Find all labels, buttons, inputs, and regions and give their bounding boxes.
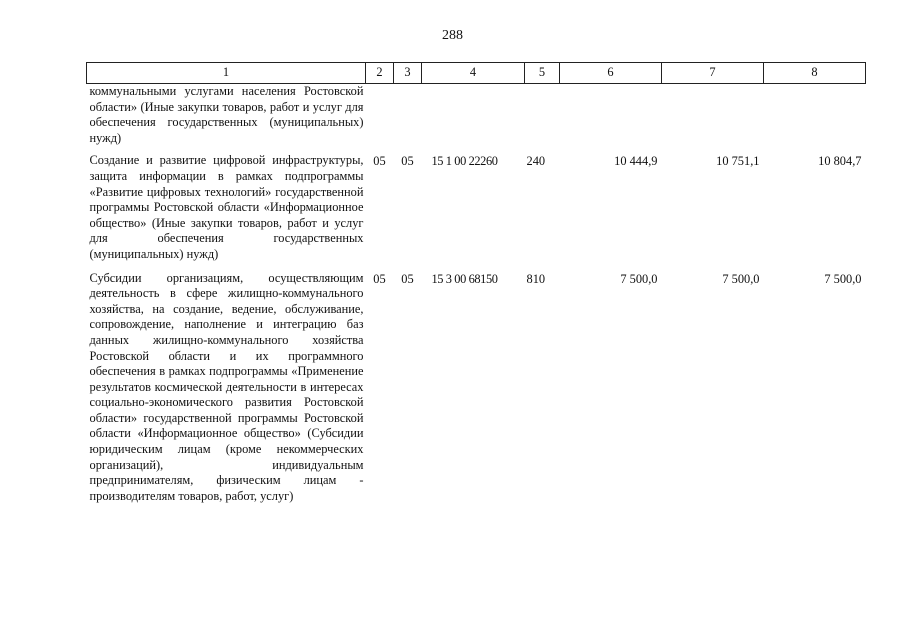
row-amount-year-2 — [662, 84, 764, 154]
row-amount-year-1: 7 500,0 — [620, 271, 658, 286]
header-col-2: 2 — [366, 63, 394, 84]
row-target-article: 15 3 00 68150 — [431, 271, 498, 286]
row-expense-type: 810 — [526, 271, 546, 286]
row-expense-type: 240 — [526, 154, 546, 169]
row-amount-year-3: 7 500,0 — [824, 271, 862, 286]
header-col-6: 6 — [560, 63, 662, 84]
row-description: коммунальными услугами населения Ростовской области» (Иные закупки товаров, работ и услуг для обеспечения государственных (муниципальных) нужд) — [89, 84, 364, 145]
row-subsection — [394, 84, 422, 154]
page-number: 288 — [442, 28, 463, 43]
row-amount-year-2: 10 751,1 — [716, 154, 760, 169]
table-row — [87, 153, 866, 270]
row-expense-type — [525, 84, 560, 154]
row-amount-year-1 — [560, 84, 662, 154]
row-target-article — [422, 84, 525, 154]
row-description: Субсидии организациям, осуществляющим деятельность в сфере жилищно-коммунального хозяйства, на создание, ведение, обслуживание, сопровождение, наполнение и интеграцию баз данных жилищно-коммунального хозяйства Ростовской области и их программного обеспечения в рамках подпрограммы «Применение результатов космической деятельности в интересах социально-экономического развития Ростовской области» государственной программы Ростовской области «Информационное общество» (Субсидии юридическим лицам (кроме некоммерческих организаций), индивидуальным предпринимателям, физическим лицам - производителям товаров, работ, услуг) — [89, 270, 364, 503]
row-amount-year-3 — [764, 84, 866, 154]
row-amount-year-1: 10 444,9 — [614, 154, 658, 169]
budget-table — [86, 62, 866, 504]
row-section: 05 — [373, 154, 386, 169]
table-row — [87, 84, 866, 154]
row-subsection: 05 — [401, 271, 414, 286]
header-col-3: 3 — [394, 63, 422, 84]
header-col-8: 8 — [764, 63, 866, 84]
row-section — [366, 84, 394, 154]
table-row — [87, 271, 866, 505]
header-col-1: 1 — [87, 63, 366, 84]
row-description: Создание и развитие цифровой инфраструктуры, защита информации в рамках подпрограммы «Развитие цифровых технологий» государственной программы Ростовской области «Информационное общество» (Иные закупки товаров, работ и услуг для обеспечения государственных (муниципальных) нужд) — [89, 153, 364, 261]
header-col-7: 7 — [662, 63, 764, 84]
table-header-row — [87, 63, 866, 84]
row-amount-year-2: 7 500,0 — [722, 271, 760, 286]
header-col-5: 5 — [525, 63, 560, 84]
row-amount-year-3: 10 804,7 — [818, 154, 862, 169]
row-subsection: 05 — [401, 154, 414, 169]
header-col-4: 4 — [422, 63, 525, 84]
row-section: 05 — [373, 271, 386, 286]
row-target-article: 15 1 00 22260 — [431, 154, 498, 169]
